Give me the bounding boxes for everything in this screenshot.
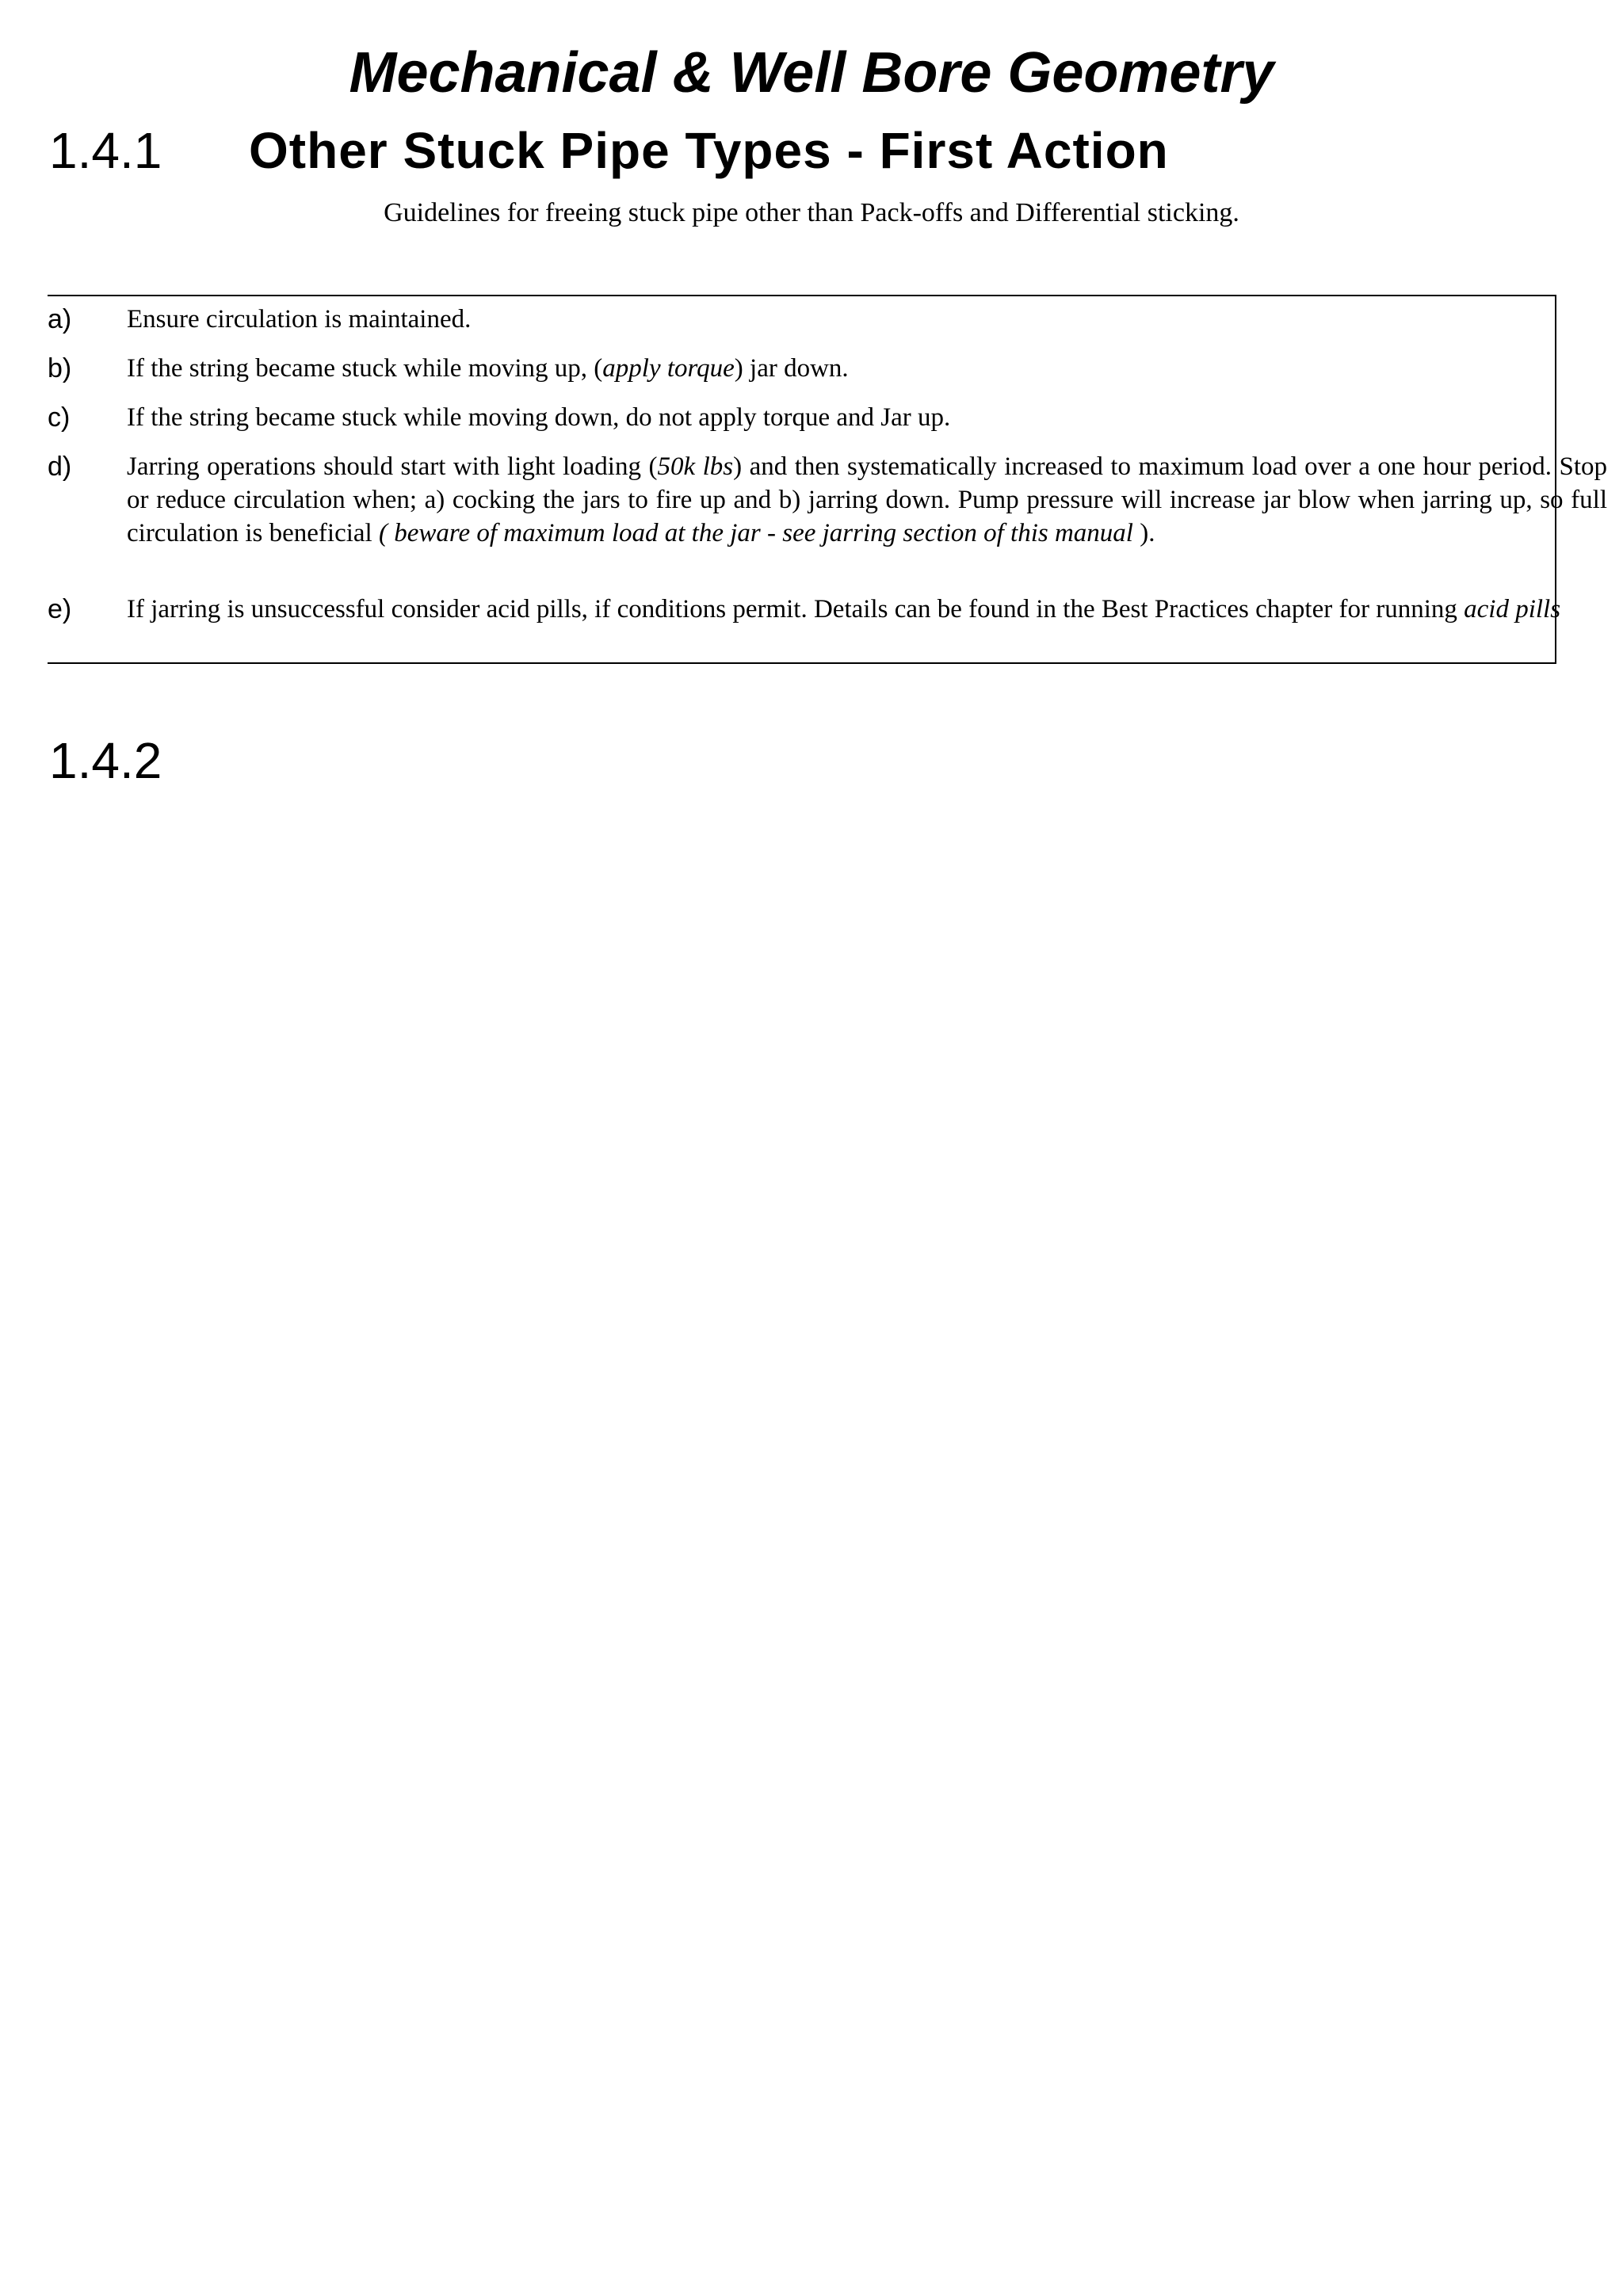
first-action-steps-box: [48, 295, 1607, 664]
step-text-italic: acid pills: [1464, 595, 1561, 624]
section-subtitle: Guidelines for freeing stuck pipe other than Pack-offs and Differential sticking.: [384, 198, 1239, 227]
section-heading-1-4-1: [49, 119, 1555, 182]
step-text-italic2: ( beware of maximum load at the jar - see jarring section of this manual: [378, 519, 1133, 547]
page-title: Mechanical & Well Bore Geometry: [349, 41, 1274, 105]
section-number: 1.4.1: [49, 122, 162, 179]
step-text: [127, 450, 1607, 550]
step-text: [127, 593, 1607, 626]
step-text: [127, 352, 1607, 385]
step-text: Ensure circulation is maintained.: [127, 305, 472, 334]
step-text-part1: Jarring operations should start with light loading (: [127, 452, 658, 481]
step-text-part3: ).: [1132, 519, 1155, 547]
step-letter: b): [48, 353, 72, 383]
step-text-part2: ) and then systematically increased to maximum load over a one hour period. Stop or reduce circulation when; a) cocking the jars to fire up and b) jarring down. Pump pressure will increase jar blow when jarring up, so full circulation is beneficial: [127, 452, 1607, 547]
step-text-italic: apply torque: [602, 354, 735, 383]
step-letter: c): [48, 402, 71, 433]
step-text-after: ) jar down.: [734, 354, 849, 383]
section-title: Other Stuck Pipe Types - First Action: [249, 122, 1169, 179]
section-number-1-4-2: 1.4.2: [49, 732, 162, 789]
step-letter: a): [48, 304, 72, 334]
step-text-italic1: 50k lbs: [657, 452, 734, 481]
step-letter: e): [48, 594, 72, 624]
step-letter: d): [48, 452, 72, 482]
step-text: If the string became stuck while moving down, do not apply torque and Jar up.: [127, 403, 951, 432]
step-text-before: If the string became stuck while moving up, (: [127, 354, 603, 383]
step-text-before: If jarring is unsuccessful consider acid pills, if conditions permit. Details can be found in the Best Practices chapter for running: [127, 595, 1465, 624]
